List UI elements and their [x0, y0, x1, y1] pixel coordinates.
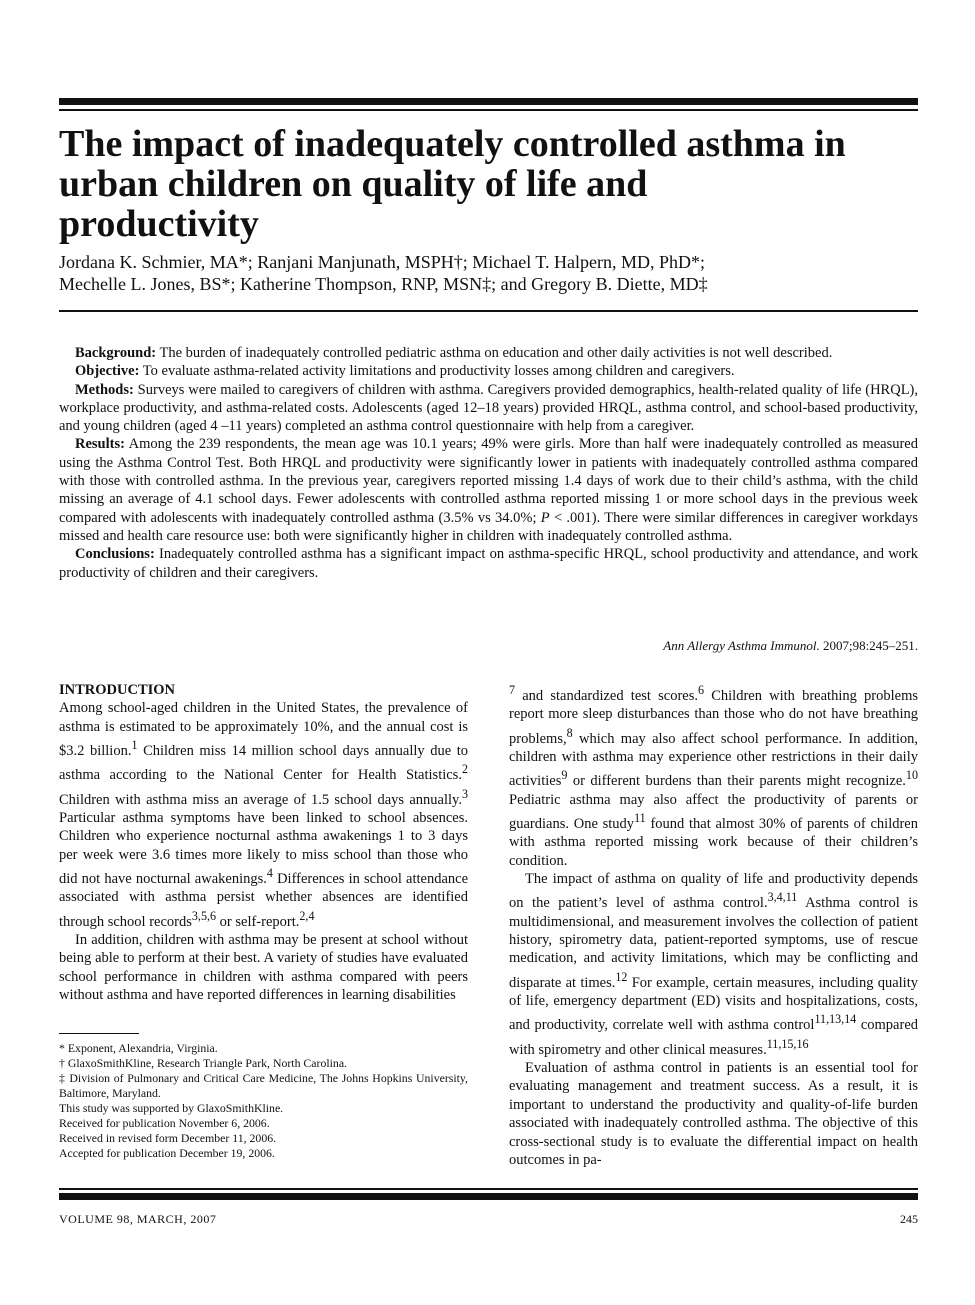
citation: Ann Allergy Asthma Immunol. 2007;98:245–251.: [663, 638, 918, 653]
article-title: [59, 124, 929, 244]
footnote: This study was supported by GlaxoSmithKline.: [59, 1101, 284, 1115]
author-list: [59, 251, 919, 295]
author-line: Mechelle L. Jones, BS*; Katherine Thompson, RNP, MSN‡; and Gregory B. Diette, MD‡: [59, 274, 708, 294]
author-line: Jordana K. Schmier, MA*; Ranjani Manjunath, MSPH†; Michael T. Halpern, MD, PhD*;: [59, 252, 706, 272]
footnotes: [59, 1041, 468, 1161]
abstract-results: Results: Among the 239 respondents, the mean age was 10.1 years; 49% were girls. More than half were inadequately controlled as measured using the Asthma Control Test. Both HRQL and productivity were significantly lower in patients with inadequately controlled asthma compared with those with controlled asthma. In the previous year, caregivers reported missing 1.4 days of work due to their child’s asthma, with the child missing an average of 4.1 school days. Fewer adolescents with controlled asthma reported missing 1 or more school days in the previous week compared with adolescents with inadequately controlled asthma (3.5% vs 34.0%; P < .001). There were similar differences in caregiver workdays missed and health care resource use: both were significantly higher in children with inadequately controlled asthma.: [59, 436, 918, 544]
left-column: [59, 681, 468, 1005]
intro-paragraph-3: The impact of asthma on quality of life and productivity depends on the patient’s level of asthma control.$^{3,4,11}$ Asthma control is multidimensional, and measurement involves the collection of patient history, spirometry data, patient-reported symptoms, use of rescue medication, and activity limitations, which may be conflicting and disparate at times.$^{12}$ For example, certain measures, including quality of life, emergency department (ED) visits and hospitalizations, costs, and productivity, correlate well with asthma control$^{11,13,14}$ compared with spirometry and other clinical measures.$^{11,15,16}$: [509, 870, 919, 1058]
section-heading: INTRODUCTION: [59, 682, 176, 698]
right-column: [509, 681, 918, 1169]
footnote: Accepted for publication December 19, 2006.: [59, 1146, 275, 1160]
abstract-conclusions: Conclusions: Inadequately controlled asthma has a significant impact on asthma-specific HRQL, school productivity and attendance, and work productivity of children and their caregivers.: [59, 546, 918, 581]
footnote-rule: [59, 1033, 139, 1034]
footnote: Received for publication November 6, 2006.: [59, 1116, 270, 1130]
intro-paragraph-4: Evaluation of asthma control in patients is an essential tool for evaluating management and treatment success. As a result, it is important to understand the productivity and quality-of-life burden associated with inadequately controlled asthma. The objective of this cross-sectional study is to evaluate the differential impact on health outcomes in pa-: [509, 1059, 918, 1168]
intro-paragraph-2: In addition, children with asthma may be present at school without being able to perform at their best. A variety of studies have evaluated school performance in children with asthma compared with peers without asthma and have reported differences in learning disabilities: [59, 932, 468, 1004]
bottom-rule-thick: [59, 1193, 918, 1200]
abstract-background: Background: The burden of inadequately controlled pediatric asthma on education and other daily activities is not well described.: [75, 345, 833, 361]
top-rule-thin: [59, 109, 918, 111]
bottom-rule-thin: [59, 1188, 918, 1190]
footnote: ‡ Division of Pulmonary and Critical Care Medicine, The Johns Hopkins University, Baltimore, Maryland.: [59, 1071, 468, 1100]
abstract: [59, 344, 918, 582]
intro-paragraph-1: Among school-aged children in the United States, the prevalence of asthma is estimated to be approximately 10%, and the annual cost is $3.2 billion.$^1$ Children miss 14 million school days annually due to asthma according to the National Center for Health Statistics.$^2$ Children with asthma miss an average of 1.5 school days annually.$^3$ Particular asthma symptoms have been linked to school absences. Children who experience nocturnal asthma awakenings 1 to 3 days per week were 3.6 times more likely to miss school than those who did not have nocturnal awakenings.$^4$ Differences in school attendance associated with asthma persist whether absences are identified through school records$^{3,5,6}$ or self-report.$^{2,4}$: [59, 700, 469, 930]
abstract-methods: Methods: Surveys were mailed to caregivers of children with asthma. Caregivers provided demographics, health-related quality of life (HRQL), workplace productivity, and asthma-related costs. Adolescents (aged 12–18 years) provided HRQL, asthma control, and school-based productivity, and young children (aged 4 –11 years) completed an asthma control questionnaire with help from a caregiver.: [59, 381, 919, 435]
footnote: Received in revised form December 11, 2006.: [59, 1131, 277, 1145]
footer-volume: VOLUME 98, MARCH, 2007: [59, 1212, 217, 1226]
abstract-objective: Objective: To evaluate asthma-related activity limitations and productivity losses among children and caregivers.: [75, 363, 735, 380]
title-line: The impact of inadequately controlled asthma in: [59, 123, 846, 165]
author-rule: [59, 310, 918, 312]
title-line: productivity: [59, 203, 259, 245]
top-rule-thick: [59, 98, 918, 105]
page-number: 245: [900, 1212, 918, 1226]
footnote: † GlaxoSmithKline, Research Triangle Park, North Carolina.: [59, 1056, 347, 1070]
intro-paragraph-2-cont: $^7$ and standardized test scores.$^6$ Children with breathing problems report more sleep disturbances than those who do not have breathing problems,$^8$ which may also affect school performance. In addition, children with asthma may experience other restrictions in their daily activities$^9$ or different burdens than their parents might recognize.$^{10}$ Pediatric asthma may also affect the productivity of parents or guardians. One study$^{11}$ found that almost 30% of parents of children with asthma reported missing work because of their children’s condition.: [509, 683, 918, 869]
title-line: urban children on quality of life and: [59, 163, 648, 205]
footnote: * Exponent, Alexandria, Virginia.: [59, 1041, 218, 1055]
